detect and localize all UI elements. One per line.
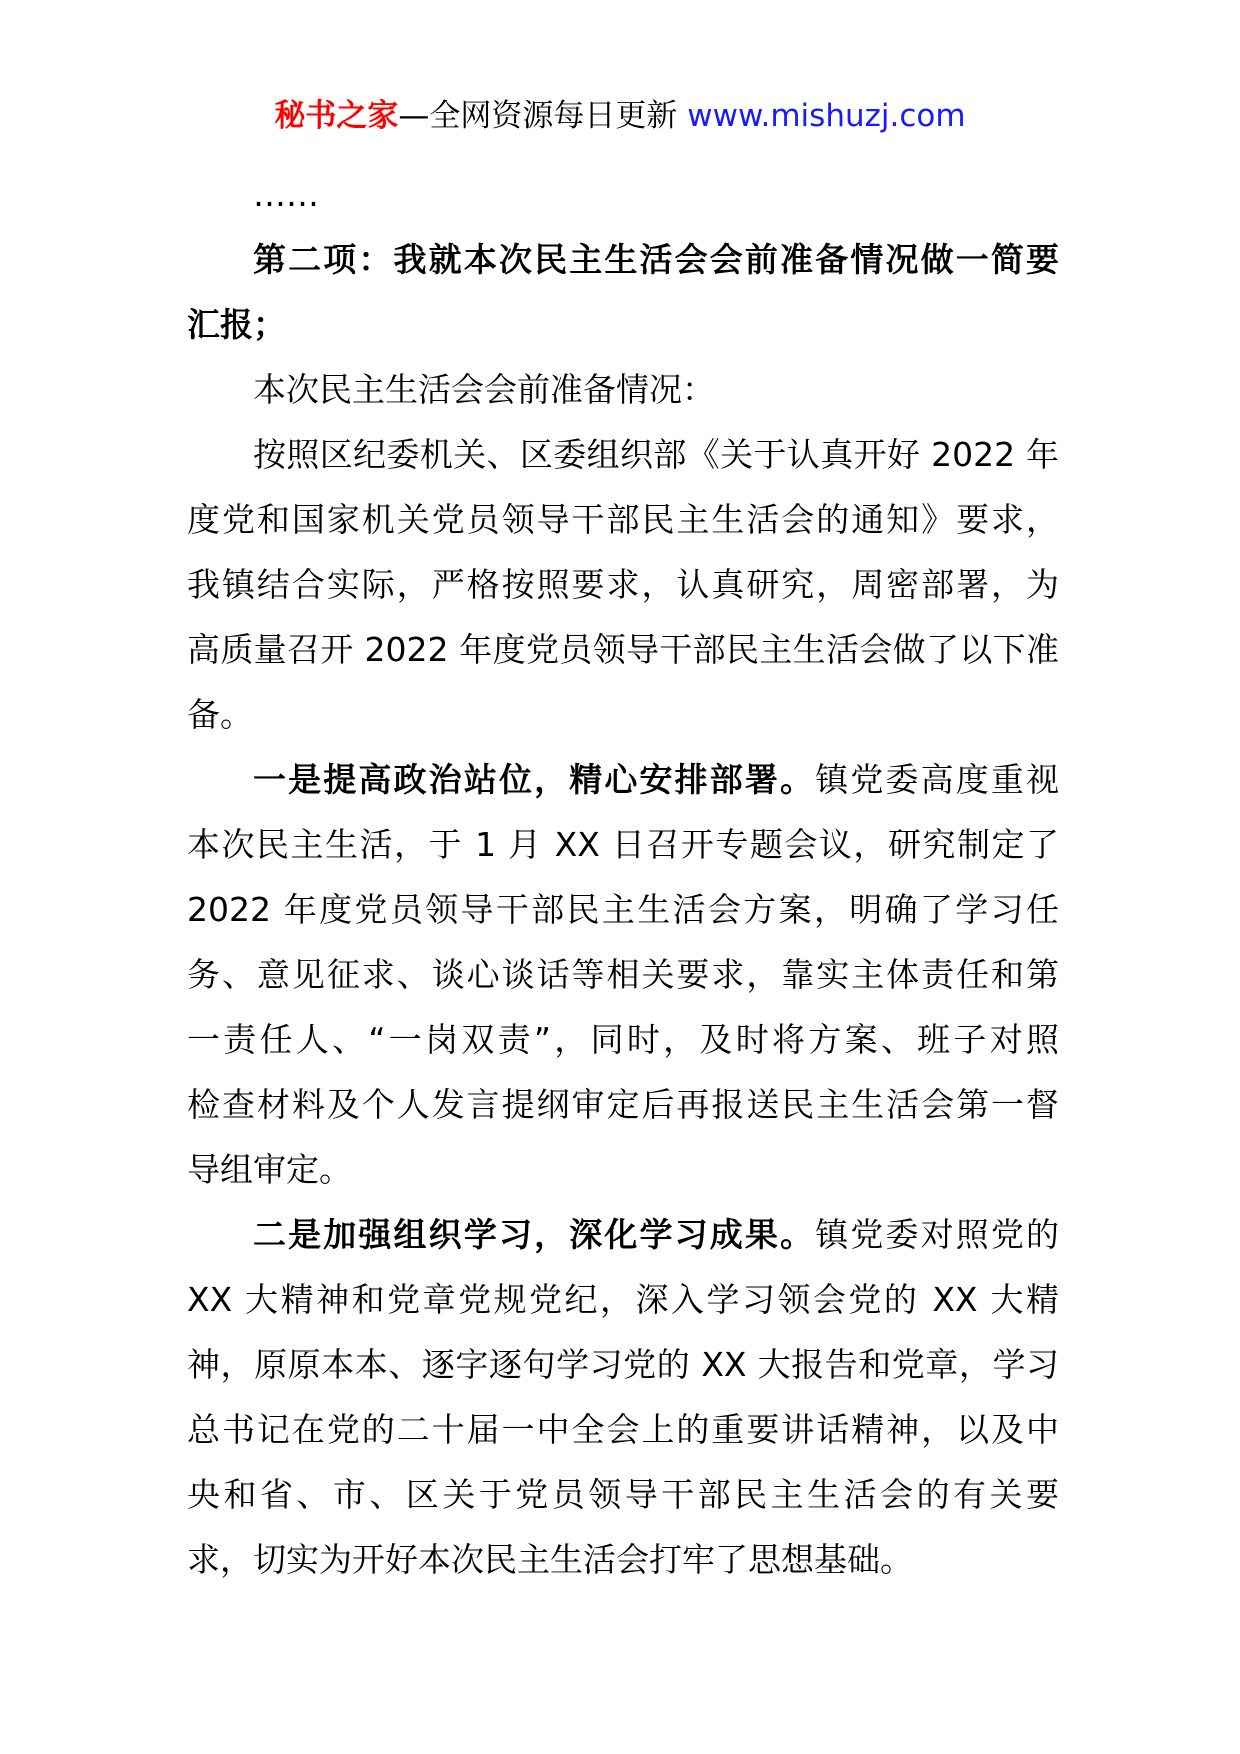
para3-line-5: 央和省、市、区关于党员领导干部民主生活会的有关要 — [187, 1475, 1059, 1514]
para3-line-3: 神，原原本本、逐字逐句学习党的 XX 大报告和党章，学习 — [187, 1345, 1059, 1384]
para1-line-3: 我镇结合实际，严格按照要求，认真研究，周密部署，为 — [187, 565, 1059, 604]
para2-first-line-rest: 镇党委高度重视 — [815, 760, 1060, 799]
para3-line-2: XX 大精神和党章党规党纪，深入学习领会党的 XX 大精 — [187, 1280, 1059, 1319]
site-header — [0, 96, 1240, 136]
para2-line-5: 一责任人、“一岗双责”，同时，及时将方案、班子对照 — [187, 1020, 1059, 1059]
para3-line-4: 总书记在党的二十届一中全会上的重要讲话精神，以及中 — [187, 1410, 1059, 1449]
site-brand: 秘书之家 — [274, 98, 399, 134]
para2-line-4: 务、意见征求、谈心谈话等相关要求，靠实主体责任和第 — [187, 955, 1059, 994]
intro-line: 本次民主生活会会前准备情况： — [253, 370, 715, 409]
para3-line-6: 求，切实为开好本次民主生活会打牢了思想基础。 — [187, 1540, 913, 1579]
para2-title: 一是提高政治站位，精心安排部署。 — [253, 760, 816, 799]
para2-line-3: 2022 年度党员领导干部民主生活会方案，明确了学习任 — [187, 890, 1059, 929]
document-body — [187, 162, 1059, 1592]
para2-line-7: 导组审定。 — [187, 1150, 352, 1189]
para2-line-6: 检查材料及个人发言提纲审定后再报送民主生活会第一督 — [187, 1085, 1059, 1124]
para1-line-5: 备。 — [187, 695, 253, 734]
para2-line-1 — [187, 747, 1059, 812]
para3-first-line-rest: 镇党委对照党的 — [815, 1215, 1060, 1254]
para3-title: 二是加强组织学习，深化学习成果。 — [253, 1215, 816, 1254]
site-slogan: —全网资源每日更新 — [398, 98, 688, 134]
para1-line-2: 度党和国家机关党员领导干部民主生活会的通知》要求， — [187, 500, 1059, 539]
item-heading-line-2: 汇报； — [187, 305, 286, 344]
ellipsis: …… — [253, 175, 319, 214]
para3-line-1 — [187, 1202, 1059, 1267]
para1-line-4: 高质量召开 2022 年度党员领导干部民主生活会做了以下准 — [187, 630, 1059, 669]
site-url-link[interactable]: www.mishuzj.com — [687, 98, 966, 134]
para2-line-2: 本次民主生活，于 1 月 XX 日召开专题会议，研究制定了 — [187, 825, 1059, 864]
item-heading-line-1: 第二项：我就本次民主生活会会前准备情况做一简要 — [253, 240, 1059, 279]
para1-line-1: 按照区纪委机关、区委组织部《关于认真开好 2022 年 — [253, 435, 1059, 474]
